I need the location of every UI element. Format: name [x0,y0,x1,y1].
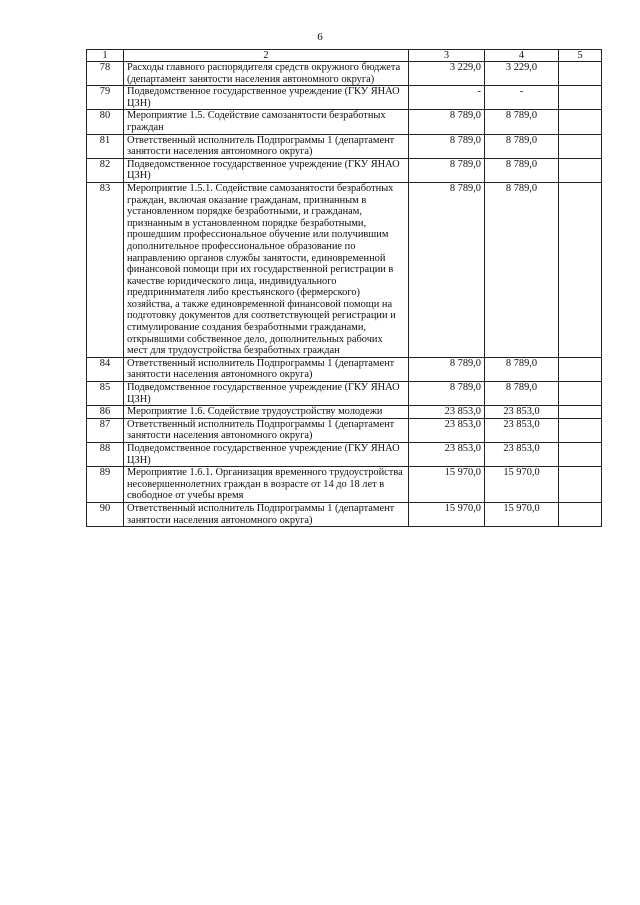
row-value-col4: 23 853,0 [485,406,559,419]
table-row [87,158,602,182]
row-name: Ответственный исполнитель Подпрограммы 1 (департамент занятости населения автономного округа) [124,134,409,158]
row-name: Ответственный исполнитель Подпрограммы 1 (департамент занятости населения автономного округа) [124,502,409,526]
row-value-col4: 8 789,0 [485,158,559,182]
table-row [87,382,602,406]
row-value-col5 [559,110,602,134]
row-value-col4: 23 853,0 [485,443,559,467]
row-name: Мероприятие 1.5.1. Содействие самозанятости безработных граждан, включая оказание гражданам, признанным в установленном порядке безработными, и гражданам, признанным в установленном порядке безработными, прошедшим профессиональное обучение или получившим дополнительное профессиональное образование по направлению органов службы занятости, единовременной финансовой помощи при их государственной регистрации в качестве юридического лица, индивидуального предпринимателя либо крестьянского (фермерского) хозяйства, а также единовременной финансовой помощи на подготовку документов для соответствующей регистрации и стимулирование создания безработными гражданами, открывшими собственное дело, дополнительных рабочих мест для трудоустройства безработных граждан [124,182,409,357]
table-row [87,467,602,503]
row-value-col5 [559,86,602,110]
row-value-col4: 8 789,0 [485,382,559,406]
row-name: Ответственный исполнитель Подпрограммы 1 (департамент занятости населения автономного округа) [124,357,409,381]
row-value-col4: 8 789,0 [485,134,559,158]
row-value-col3: 15 970,0 [409,502,485,526]
row-value-col5 [559,158,602,182]
row-value-col5 [559,443,602,467]
row-name: Подведомственное государственное учреждение (ГКУ ЯНАО ЦЗН) [124,382,409,406]
row-value-col4: 8 789,0 [485,182,559,357]
row-number: 82 [87,158,124,182]
table-row [87,418,602,442]
table-row [87,182,602,357]
row-number: 80 [87,110,124,134]
table-row [87,86,602,110]
row-name: Подведомственное государственное учреждение (ГКУ ЯНАО ЦЗН) [124,443,409,467]
row-value-col3: 8 789,0 [409,158,485,182]
row-number: 86 [87,406,124,419]
row-value-col4: 3 229,0 [485,62,559,86]
row-value-col4: - [485,86,559,110]
row-number: 78 [87,62,124,86]
row-value-col3: 15 970,0 [409,467,485,503]
row-number: 88 [87,443,124,467]
column-header: 3 [409,50,485,62]
row-number: 85 [87,382,124,406]
column-header: 1 [87,50,124,62]
row-number: 90 [87,502,124,526]
row-name: Подведомственное государственное учреждение (ГКУ ЯНАО ЦЗН) [124,86,409,110]
column-header: 2 [124,50,409,62]
table-row [87,406,602,419]
row-value-col3: 8 789,0 [409,357,485,381]
row-number: 79 [87,86,124,110]
row-name: Подведомственное государственное учреждение (ГКУ ЯНАО ЦЗН) [124,158,409,182]
table-row [87,357,602,381]
row-value-col4: 15 970,0 [485,502,559,526]
row-value-col5 [559,182,602,357]
row-value-col3: 23 853,0 [409,418,485,442]
column-header: 4 [485,50,559,62]
page-number: 6 [317,31,323,43]
table-row [87,134,602,158]
table-row [87,502,602,526]
row-number: 87 [87,418,124,442]
row-value-col5 [559,502,602,526]
row-value-col3: 8 789,0 [409,382,485,406]
row-value-col5 [559,62,602,86]
row-value-col4: 23 853,0 [485,418,559,442]
row-value-col3: 8 789,0 [409,110,485,134]
row-value-col5 [559,406,602,419]
row-value-col3: 8 789,0 [409,182,485,357]
row-name: Мероприятие 1.5. Содействие самозанятости безработных граждан [124,110,409,134]
row-number: 83 [87,182,124,357]
table-row [87,443,602,467]
row-number: 81 [87,134,124,158]
table-row [87,110,602,134]
table-body [87,62,602,527]
row-value-col3: - [409,86,485,110]
row-name: Ответственный исполнитель Подпрограммы 1 (департамент занятости населения автономного округа) [124,418,409,442]
row-value-col4: 15 970,0 [485,467,559,503]
row-value-col5 [559,418,602,442]
budget-table [86,49,602,527]
row-name: Мероприятие 1.6. Содействие трудоустройству молодежи [124,406,409,419]
table-header-row [87,50,602,62]
table-row [87,62,602,86]
row-value-col5 [559,357,602,381]
row-value-col5 [559,134,602,158]
row-name: Мероприятие 1.6.1. Организация временного трудоустройства несовершеннолетних граждан в возрасте от 14 до 18 лет в свободное от учебы время [124,467,409,503]
row-value-col3: 23 853,0 [409,406,485,419]
row-value-col5 [559,467,602,503]
row-value-col3: 3 229,0 [409,62,485,86]
row-number: 84 [87,357,124,381]
row-name: Расходы главного распорядителя средств окружного бюджета (департамент занятости населения автономного округа) [124,62,409,86]
row-value-col4: 8 789,0 [485,110,559,134]
row-number: 89 [87,467,124,503]
row-value-col5 [559,382,602,406]
row-value-col3: 23 853,0 [409,443,485,467]
row-value-col4: 8 789,0 [485,357,559,381]
column-header: 5 [559,50,602,62]
row-value-col3: 8 789,0 [409,134,485,158]
